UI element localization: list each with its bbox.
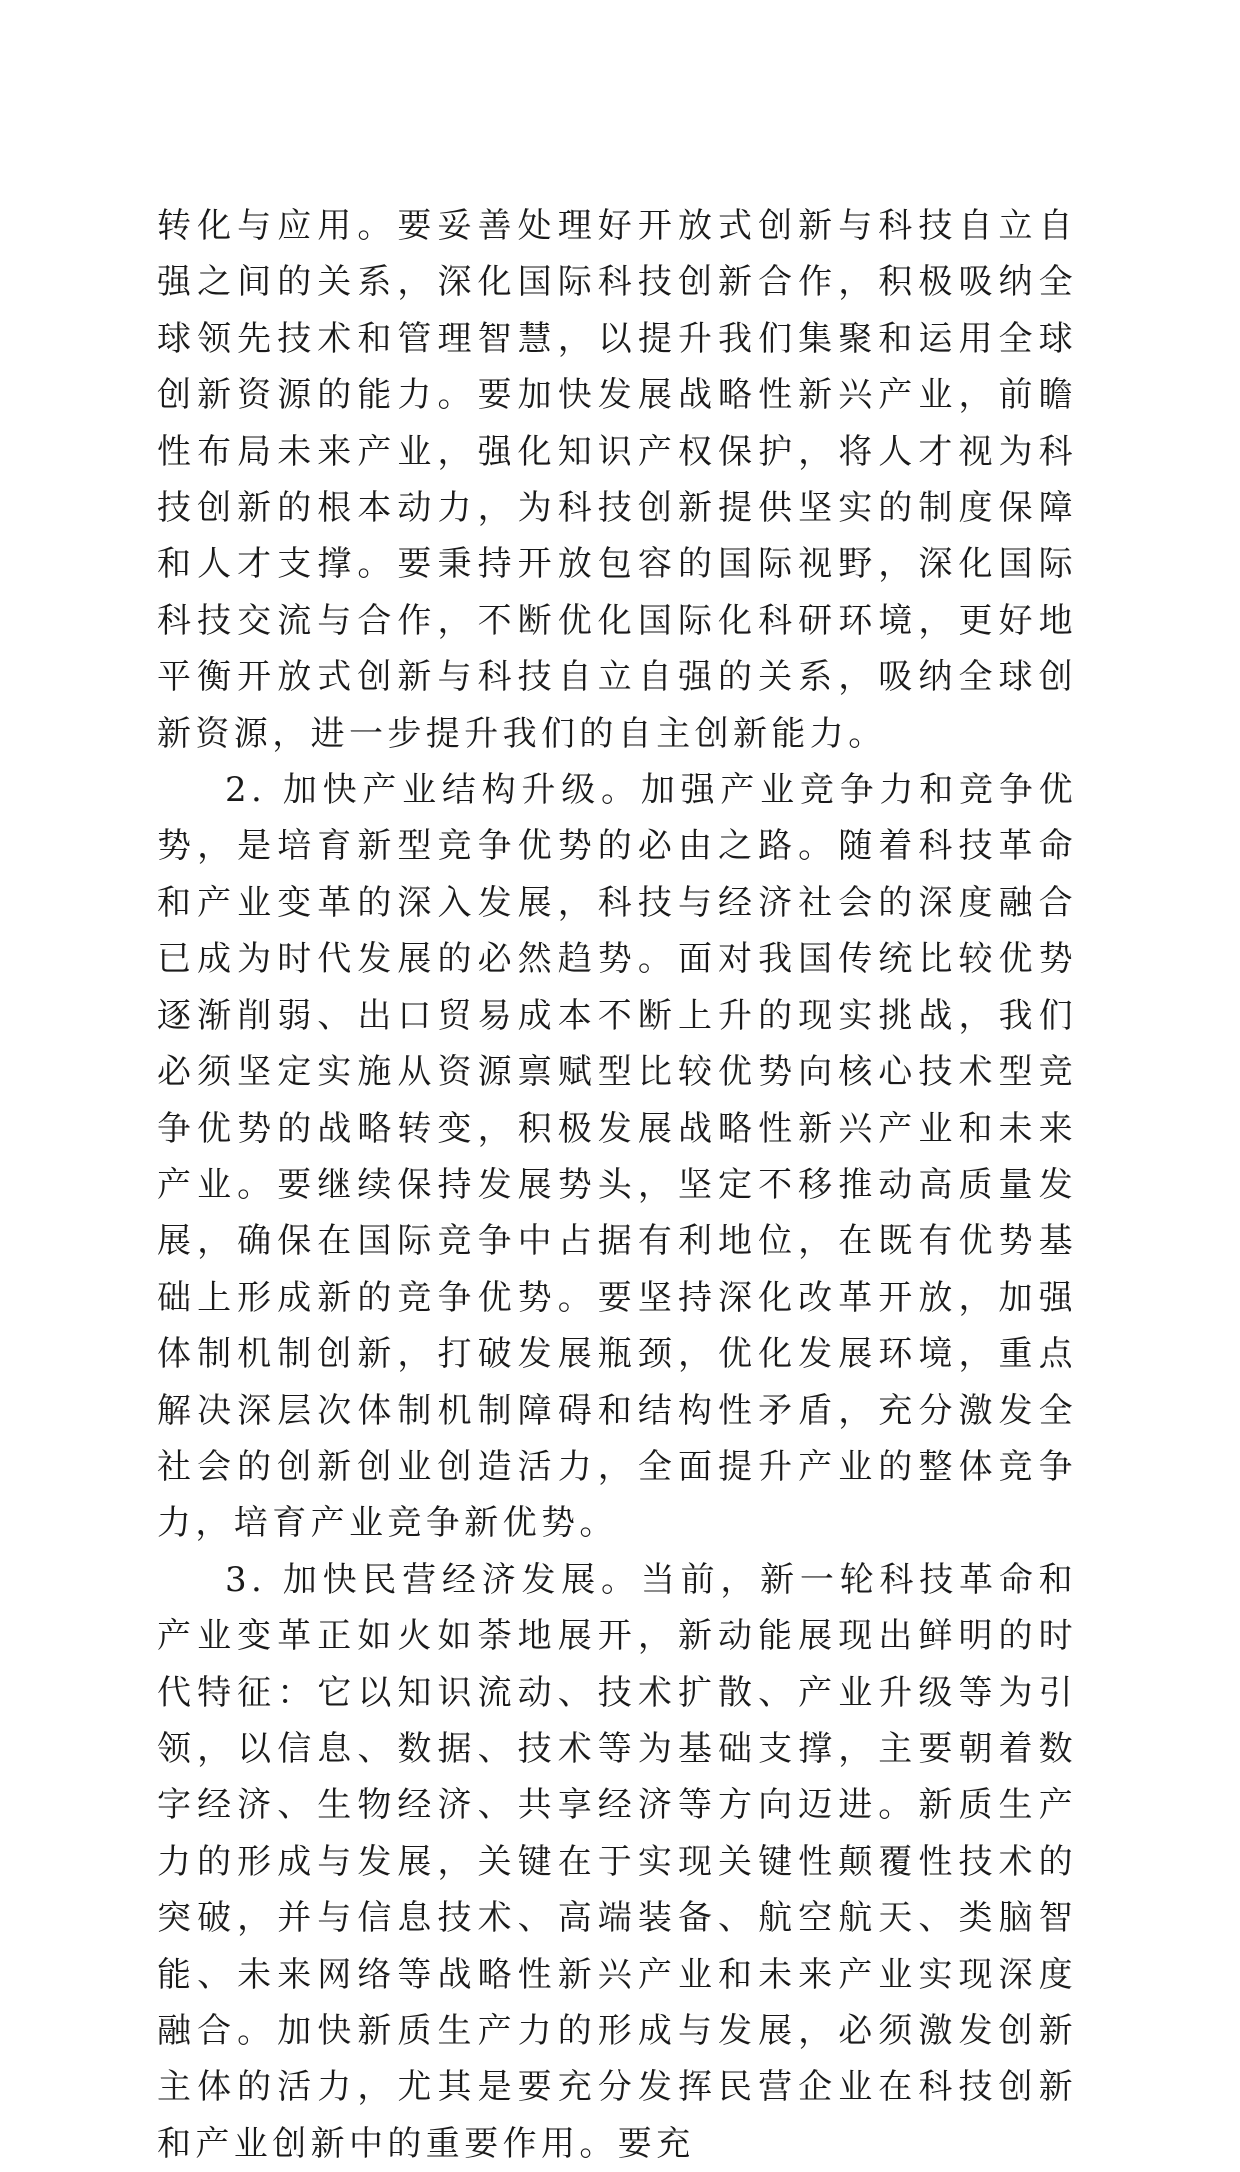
- paragraph-continued: [157, 198, 1077, 762]
- paragraph-heading: 2. 加快产业结构升级。: [225, 770, 641, 811]
- paragraph-text: 加强产业竞争力和竞争优势，是培育新型竞争优势的必由之路。随着科技革命和产业变革的深入发展，科技与经济社会的深度融合已成为时代发展的必然趋势。面对我国传统比较优势逐渐削弱、出口贸易成本不断上升的现实挑战，我们必须坚定实施从资源禀赋型比较优势向核心技术型竞争优势的战略转变，积极发展战略性新兴产业和未来产业。要继续保持发展势头，坚定不移推动高质量发展，确保在国际竞争中占据有利地位，在既有优势基础上形成新的竞争优势。要坚持深化改革开放，加强体制机制创新，打破发展瓶颈，优化发展环境，重点解决深层次体制机制障碍和结构性矛盾，充分激发全社会的创新创业创造活力，全面提升产业的整体竞争力，培育产业竞争新优势。: [157, 770, 1078, 1544]
- paragraph-heading: 3. 加快民营经济发展。: [225, 1559, 641, 1600]
- paragraph-text: 转化与应用。要妥善处理好开放式创新与科技自立自强之间的关系，深化国际科技创新合作，积极吸纳全球领先技术和管理智慧，以提升我们集聚和运用全球创新资源的能力。要加快发展战略性新兴产业，前瞻性布局未来产业，强化知识产权保护，将人才视为科技创新的根本动力，为科技创新提供坚实的制度保障和人才支撑。要秉持开放包容的国际视野，深化国际科技交流与合作，不断优化国际化科研环境，更好地平衡开放式创新与科技自立自强的关系，吸纳全球创新资源，进一步提升我们的自主创新能力。: [157, 206, 1077, 754]
- paragraph-private-economy: [157, 1552, 1077, 2172]
- paragraph-industry-upgrade: [157, 762, 1077, 1552]
- paragraph-text: 当前，新一轮科技革命和产业变革正如火如荼地展开，新动能展现出鲜明的时代特征：它以知识流动、技术扩散、产业升级等为引领，以信息、数据、技术等为基础支撑，主要朝着数字经济、生物经济、共享经济等方向迈进。新质生产力的形成与发展，关键在于实现关键性颠覆性技术的突破，并与信息技术、高端装备、航空航天、类脑智能、未来网络等战略性新兴产业和未来产业实现深度融合。加快新质生产力的形成与发展，必须激发创新主体的活力，尤其是要充分发挥民营企业在科技创新和产业创新中的重要作用。要充: [157, 1559, 1078, 2164]
- body-text: [157, 198, 1077, 2172]
